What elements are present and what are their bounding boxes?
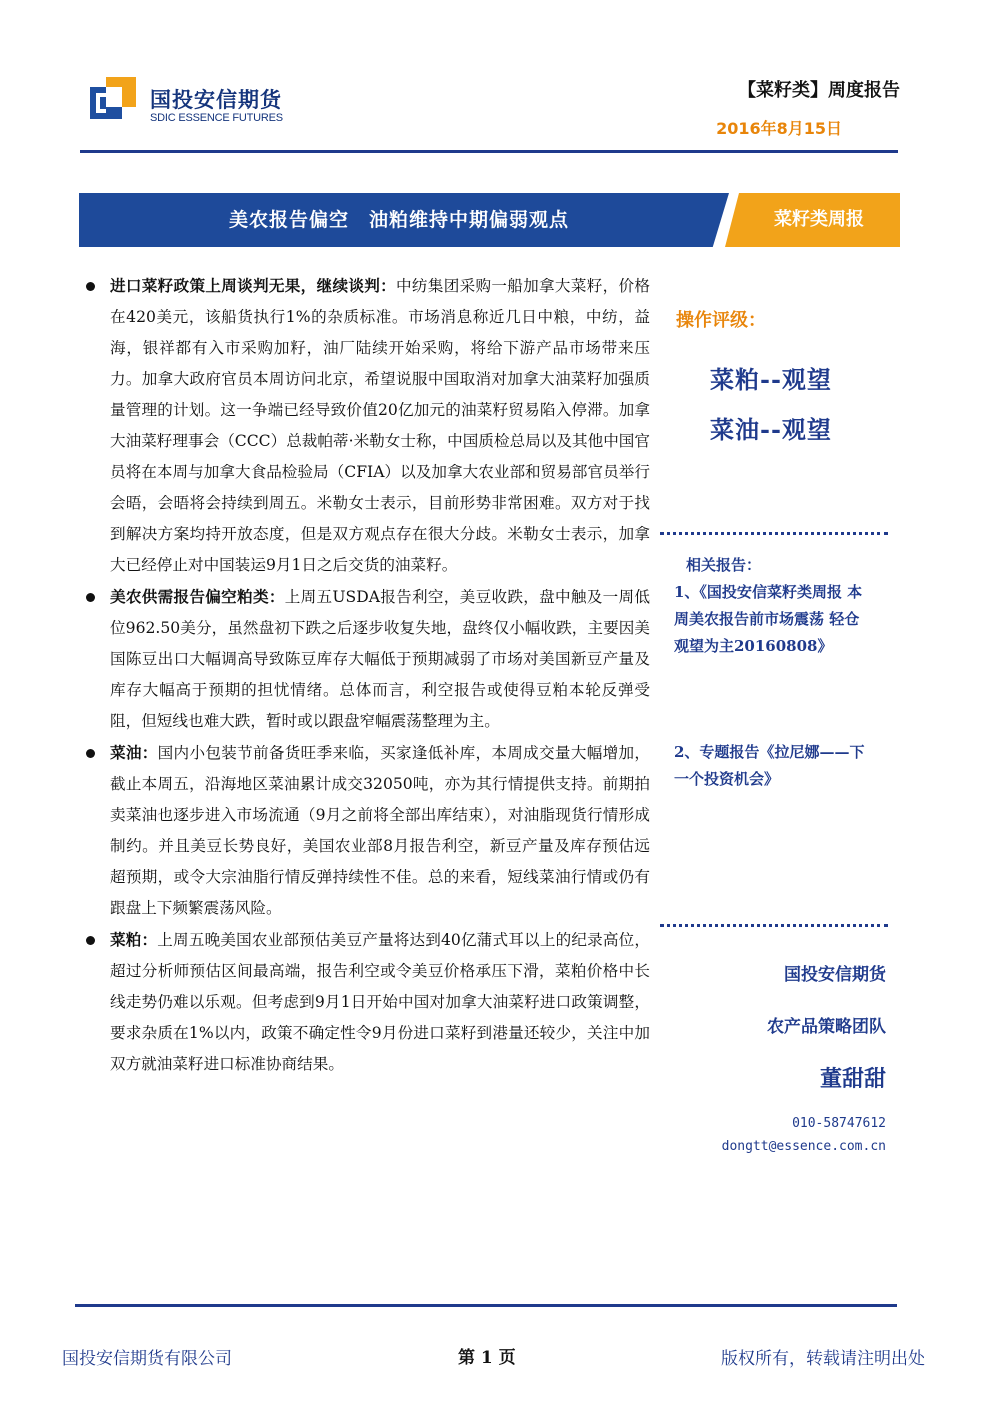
report-date: 2016年8月15日 <box>716 119 842 138</box>
related-report-1[interactable]: 1、《国投安信菜籽类周报 本周美农报告前市场震荡 轻仓观望为主20160808》 <box>674 583 863 655</box>
related-reports-heading: 相关报告： <box>686 556 762 574</box>
bullet-icon <box>86 593 95 602</box>
team-name: 农产品策略团队 <box>767 1017 886 1037</box>
paragraph-text: 国内小包装节前备货旺季来临，买家逢低补库，本周成交量大幅增加，截止本周五，沿海地区菜油累计成交32050吨，亦为其行情提供支持。前期拍卖菜油也逐步进入市场流通（9月之前将全部出库结束），对油脂现货行情形成制约。并且美豆长势良好，美国农业部8月报告利空，新豆产量及库存预估远超预期，或令大宗油脂行情反弹持续性不佳。总的来看，短线菜油行情或仍有跟盘上下频繁震荡风险。 <box>110 744 650 917</box>
paragraph-rapeseed-oil <box>84 737 650 924</box>
sidebar-divider <box>660 532 888 535</box>
page-number: 第 1 页 <box>458 1348 516 1368</box>
analyst-phone: 010-58747612 <box>792 1116 886 1131</box>
paragraph-usda-report <box>84 581 650 737</box>
analyst-email[interactable]: dongtt@essence.com.cn <box>721 1139 886 1154</box>
company-name: 国投安信期货 <box>784 965 886 985</box>
bullet-icon <box>86 282 95 291</box>
paragraph-lead: 美农供需报告偏空粕类： <box>110 587 285 606</box>
header-divider <box>80 150 898 153</box>
main-content <box>84 270 650 1080</box>
bullet-icon <box>86 936 95 945</box>
paragraph-lead: 菜粕： <box>110 930 158 949</box>
paragraph-text: 中纺集团采购一船加拿大菜籽，价格在420美元，该船货执行1%的杂质标准。市场消息称近几日中粮，中纺，益海，银祥都有入市采购加籽，油厂陆续开始采购，将给下游产品市场带来压力。加拿大政府官员本周访问北京，希望说服中国取消对加拿大油菜籽加强质量管理的计划。这一争端已经导致价值20亿加元的油菜籽贸易陷入停滞。加拿大油菜籽理事会（CCC）总裁帕蒂·米勒女士称，中国质检总局以及其他中国官员将在本周与加拿大食品检验局（CFIA）以及加拿大农业部和贸易部官员举行会晤，会晤将会持续到周五。米勒女士表示，目前形势非常困难。双方对于找到解决方案均持开放态度，但是双方观点存在很大分歧。米勒女士表示，加拿大已经停止对中国装运9月1日之后交货的油菜籽。 <box>110 277 650 574</box>
logo-en-text: SDIC ESSENCE FUTURES <box>150 112 283 124</box>
page-title: 美农报告偏空 油粕维持中期偏弱观点 <box>228 209 569 231</box>
paragraph-text: 上周五晚美国农业部预估美豆产量将达到40亿蒲式耳以上的纪录高位，超过分析师预估区间最高端，报告利空或令美豆价格承压下滑，菜粕价格中长线走势仍难以乐观。但考虑到9月1日开始中国对加拿大油菜籽进口政策调整，要求杂质在1%以内，政策不确定性令9月份进口菜籽到港量还较少，关注中加双方就油菜籽进口标准协商结果。 <box>110 931 650 1073</box>
logo-cn-text: 国投安信期货 <box>150 88 282 112</box>
report-type: 【菜籽类】周度报告 <box>738 80 900 101</box>
paragraph-import-policy <box>84 270 650 581</box>
paragraph-text: 上周五USDA报告利空，美豆收跌，盘中触及一周低位962.50美分，虽然盘初下跌之后逐步收复失地，盘终仅小幅收跌，主要因美国陈豆出口大幅调高导致陈豆库存大幅低于预期减弱了市场对美国新豆产量及库存大幅高于预期的担忧情绪。总体而言，利空报告或使得豆粕本轮反弹受阻，但短线也难大跌，暂时或以跟盘窄幅震荡整理为主。 <box>110 588 650 730</box>
rating-oil: 菜油--观望 <box>710 415 832 444</box>
rating-meal: 菜粕--观望 <box>710 365 832 394</box>
analyst-name: 董甜甜 <box>819 1067 886 1092</box>
related-report-2[interactable]: 2、专题报告《拉尼娜——下一个投资机会》 <box>674 743 865 788</box>
bullet-icon <box>86 749 95 758</box>
rating-label: 操作评级： <box>676 310 766 331</box>
paragraph-lead: 进口菜籽政策上周谈判无果，继续谈判： <box>110 276 397 295</box>
footer-copyright: 版权所有，转载请注明出处 <box>721 1349 925 1369</box>
sidebar-divider <box>660 924 888 927</box>
category-tag: 菜籽类周报 <box>774 209 864 230</box>
paragraph-lead: 菜油： <box>110 743 158 762</box>
footer-company: 国投安信期货有限公司 <box>62 1349 232 1369</box>
footer-divider <box>75 1304 897 1307</box>
paragraph-rapeseed-meal <box>84 924 650 1080</box>
company-logo-icon <box>90 73 140 123</box>
